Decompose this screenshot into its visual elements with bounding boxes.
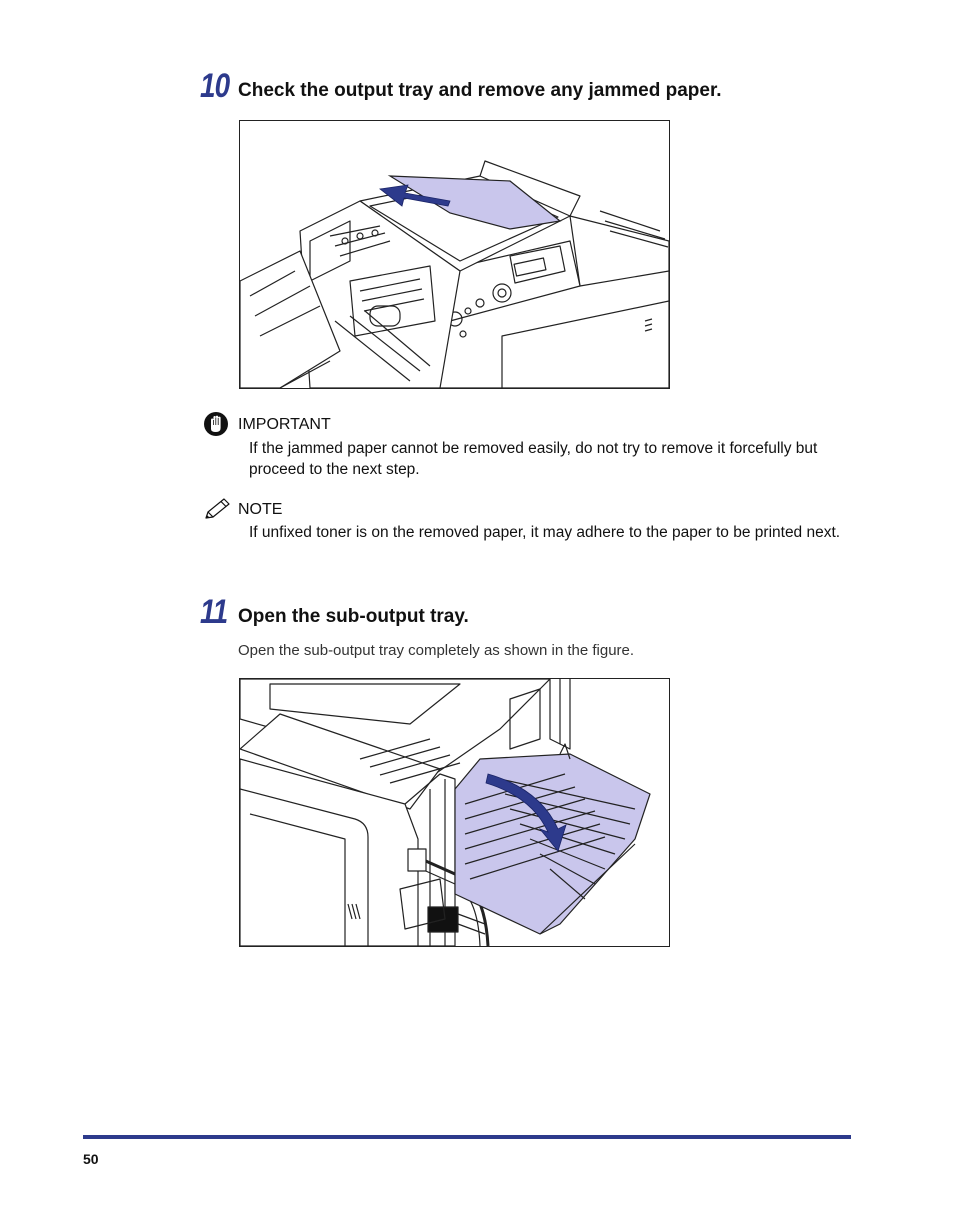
printer-rear-illustration <box>240 679 669 946</box>
step-11-number: 11 <box>200 593 228 631</box>
note-icon <box>203 497 233 521</box>
important-icon <box>203 411 229 437</box>
figure-output-tray-jam <box>239 120 670 389</box>
figure-sub-output-tray <box>239 678 670 947</box>
important-label: IMPORTANT <box>238 416 331 433</box>
note-text: If unfixed toner is on the removed paper, it may adhere to the paper to be printed next. <box>249 524 841 541</box>
footer-rule <box>83 1135 851 1139</box>
note-label: NOTE <box>238 501 283 518</box>
step-11-title: Open the sub-output tray. <box>238 606 469 627</box>
hand-stop-icon <box>203 411 229 437</box>
step-11-instruction: Open the sub-output tray completely as shown in the figure. <box>238 642 635 659</box>
page-number: 50 <box>83 1151 99 1167</box>
step-10-number: 10 <box>200 67 230 105</box>
pencil-icon <box>203 497 233 521</box>
step-10-title: Check the output tray and remove any jammed paper. <box>238 80 722 101</box>
printer-top-illustration <box>240 121 669 388</box>
important-text: If the jammed paper cannot be removed easily, do not try to remove it forcefully but proceed to the next step. <box>249 440 818 478</box>
